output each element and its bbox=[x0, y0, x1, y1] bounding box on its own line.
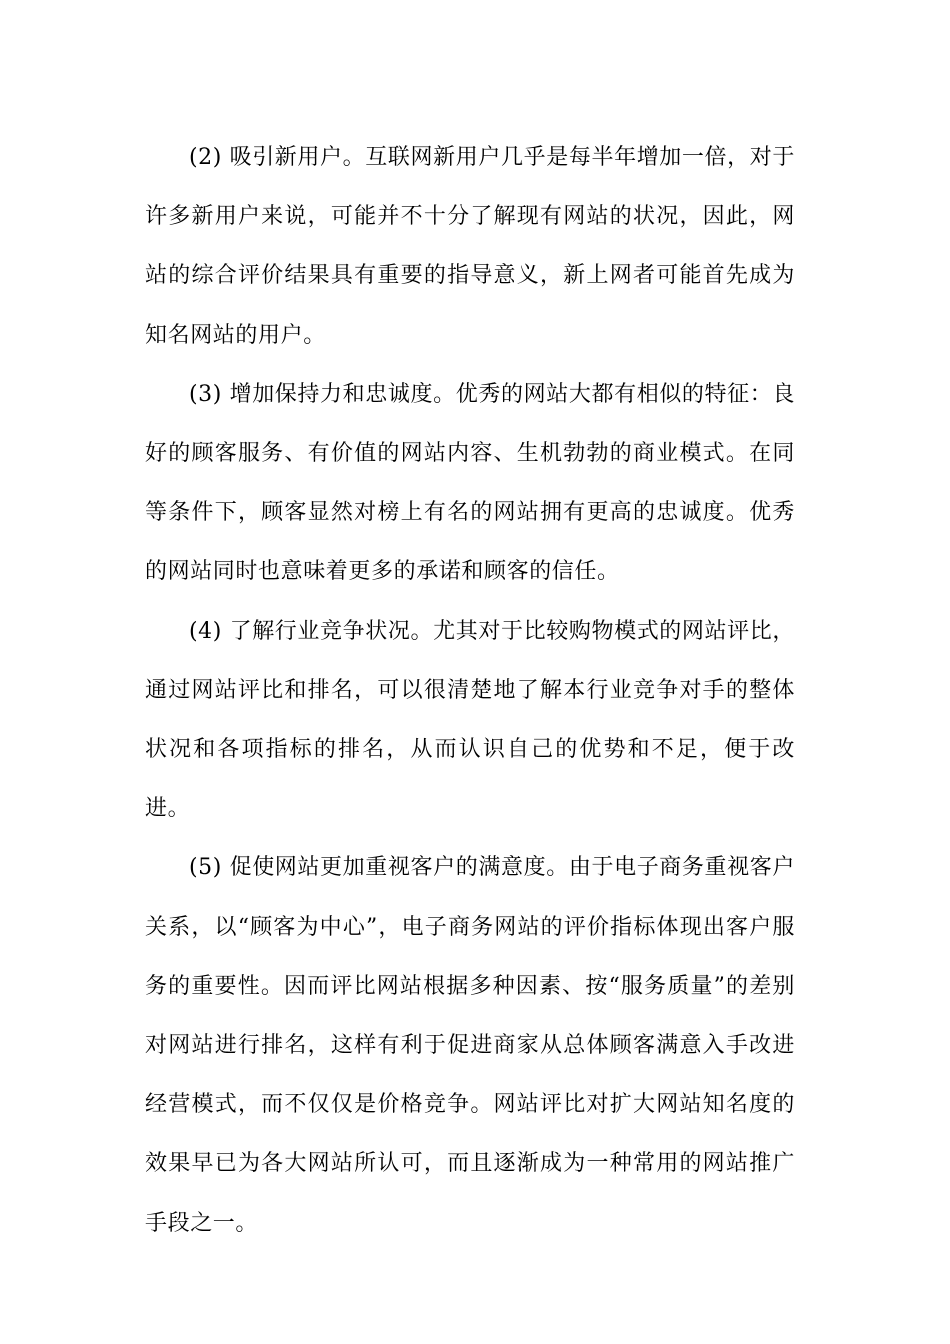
paragraph-3-retention-loyalty: (3) 增加保持力和忠诚度。优秀的网站大都有相似的特征：良好的顾客服务、有价值的网站内容、生机勃勃的商业模式。在同等条件下，顾客显然对榜上有名的网站拥有更高的忠诚度。优秀的网站同时也意味着更多的承诺和顾客的信任。 bbox=[145, 381, 795, 585]
document-body bbox=[145, 128, 795, 1253]
paragraph-4-industry-competition: (4) 了解行业竞争状况。尤其对于比较购物模式的网站评比，通过网站评比和排名，可以很清楚地了解本行业竞争对手的整体状况和各项指标的排名，从而认识自己的优势和不足，便于改进。 bbox=[145, 618, 795, 822]
paragraph-2-attract-new-users: (2) 吸引新用户。互联网新用户几乎是每半年增加一倍，对于许多新用户来说，可能并不十分了解现有网站的状况，因此，网站的综合评价结果具有重要的指导意义，新上网者可能首先成为知名网站的用户。 bbox=[145, 145, 795, 348]
paragraph-5-customer-satisfaction: (5) 促使网站更加重视客户的满意度。由于电子商务重视客户关系，以“顾客为中心”，电子商务网站的评价指标体现出客户服务的重要性。因而评比网站根据多种因素、按“服务质量”的差别对网站进行排名，这样有利于促进商家从总体顾客满意入手改进经营模式，而不仅仅是价格竞争。网站评比对扩大网站知名度的效果早已为各大网站所认可，而且逐渐成为一种常用的网站推广手段之一。 bbox=[145, 855, 795, 1236]
